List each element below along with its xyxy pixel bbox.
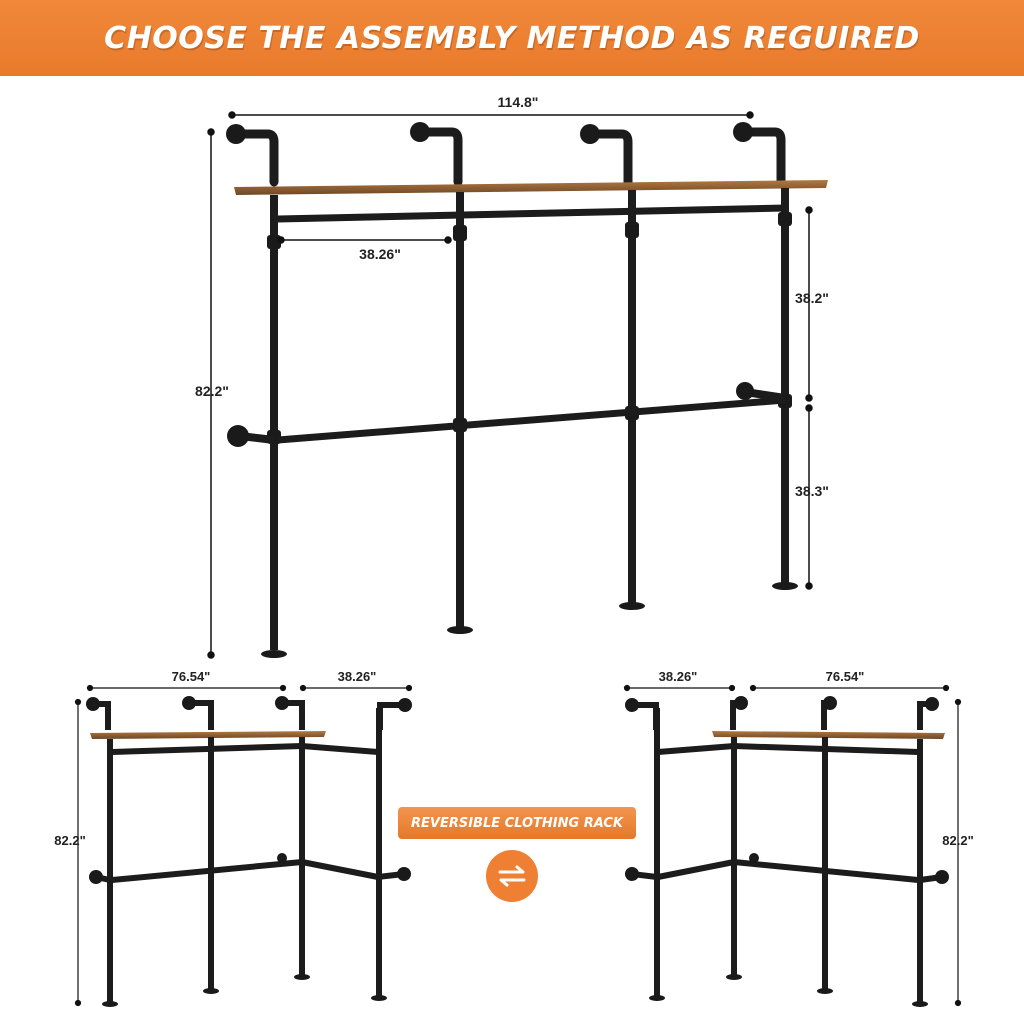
main-section-width-label: 38.26" [359, 246, 401, 262]
right-height-label: 82.2" [942, 833, 974, 848]
right-rack [625, 696, 949, 1007]
swap-arrows-icon [486, 850, 538, 902]
main-upper-gap-label: 38.2" [795, 290, 829, 306]
right-long-side-label: 76.54" [825, 669, 865, 684]
right-shelf [712, 731, 945, 739]
main-shelf [234, 180, 828, 195]
left-short-side-label: 38.26" [337, 669, 377, 684]
badge-label: REVERSIBLE CLOTHING RACK [411, 815, 623, 831]
right-short-side-label: 38.26" [658, 669, 698, 684]
left-height-label: 82.2" [54, 833, 86, 848]
main-width-label: 114.8" [497, 94, 539, 110]
main-lower-gap-label: 38.3" [795, 483, 829, 499]
main-rack [226, 122, 828, 658]
left-long-side-label: 76.54" [171, 669, 211, 684]
main-height-label: 82.2" [195, 383, 229, 399]
reversible-badge [398, 807, 636, 839]
banner-title: CHOOSE THE ASSEMBLY METHOD AS REGUIRED [104, 20, 920, 56]
left-rack [86, 696, 412, 1007]
